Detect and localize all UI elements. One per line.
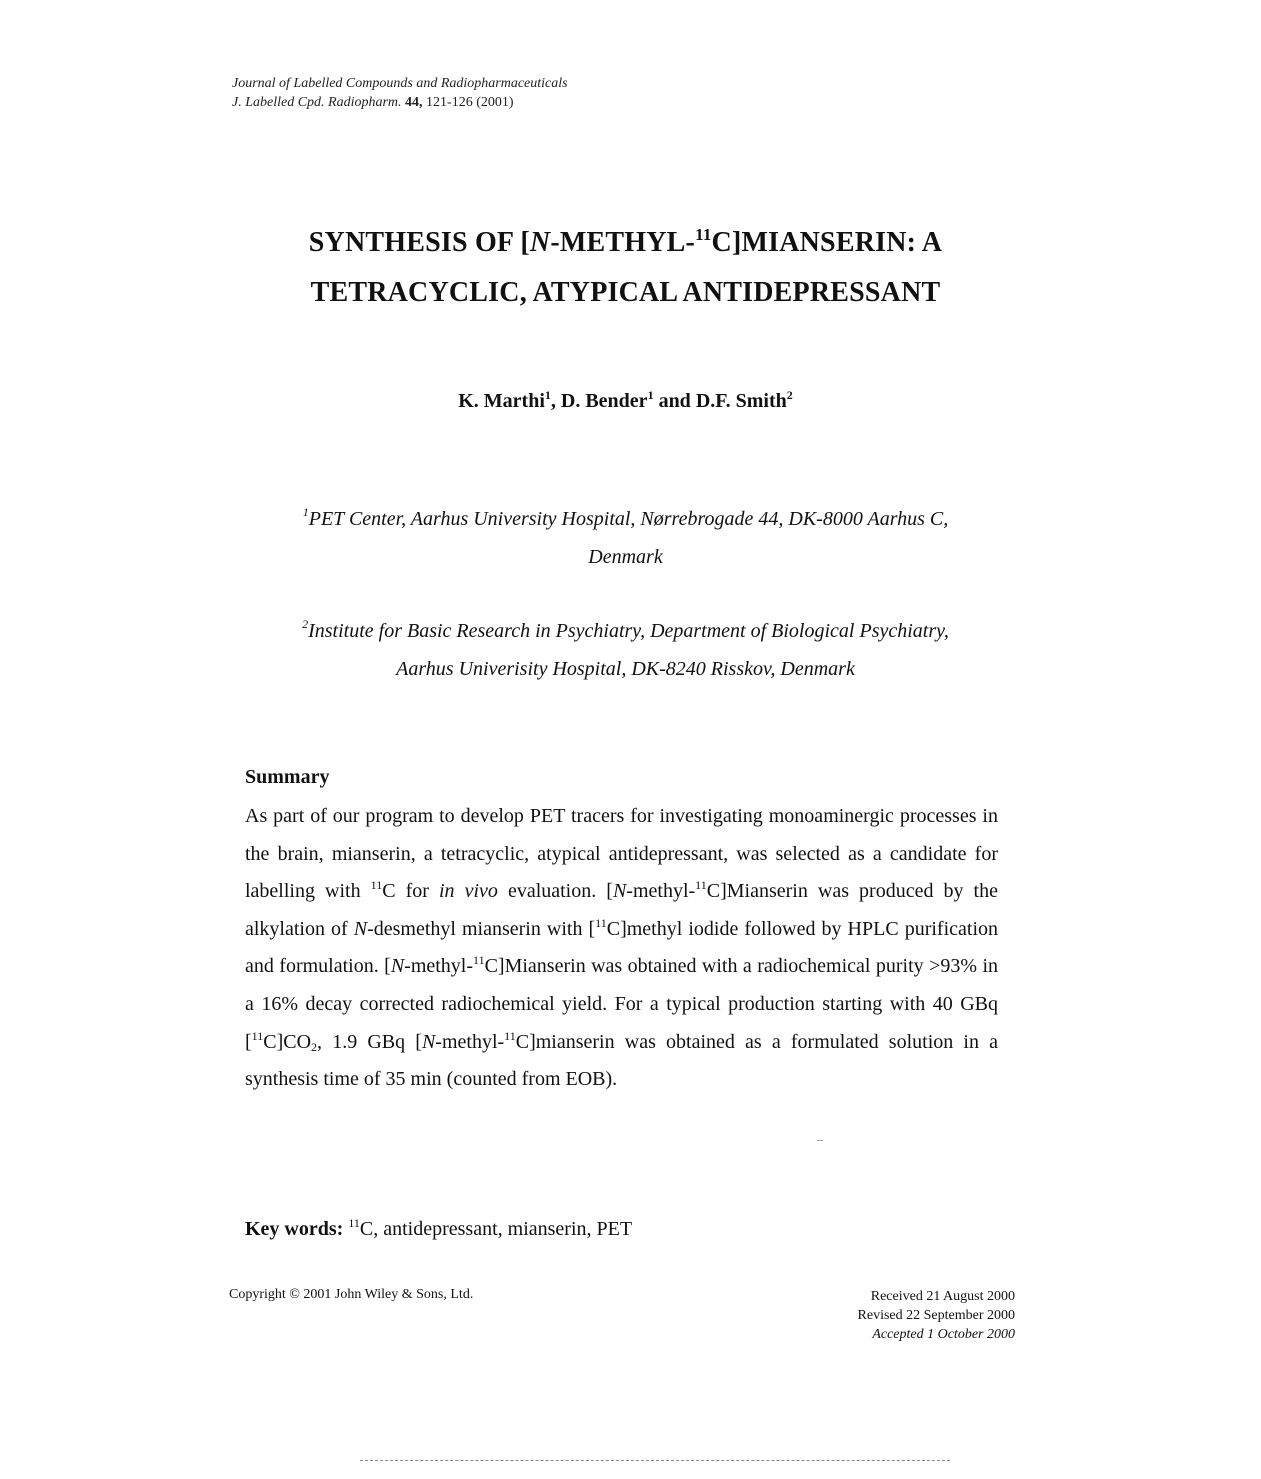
summary-text-segment: 2 (311, 1039, 318, 1054)
affiliation-1 (200, 500, 1051, 576)
affiliation-line: PET Center, Aarhus University Hospital, Nørrebrogade 44, DK-8000 Aarhus C, (308, 508, 949, 530)
summary-text-segment: N (353, 917, 368, 940)
scan-speck (817, 1140, 823, 1141)
author-affiliation-sup: 1 (647, 388, 654, 402)
affiliation-line: Denmark (588, 546, 663, 568)
author-name: D. Bender (560, 390, 648, 412)
journal-abbrev: J. Labelled Cpd. Radiopharm. (232, 95, 402, 110)
keywords-sup: 11 (348, 1216, 360, 1230)
summary-text-segment: 11 (370, 878, 383, 893)
summary-text-segment: C]CO (263, 1030, 312, 1053)
author-separator: and (653, 390, 696, 412)
keywords-label: Key words: (245, 1218, 344, 1240)
summary-text-segment: N (421, 1030, 436, 1053)
affiliation-line: Institute for Basic Research in Psychiatry, Department of Biological Psychiatry, (308, 620, 949, 642)
summary-text-segment: 11 (504, 1028, 516, 1043)
affiliation-2 (200, 612, 1051, 688)
summary-body (245, 798, 998, 1099)
summary-text-segment: -methyl- (435, 1030, 505, 1053)
title-suffix: C]MIANSERIN: A (711, 227, 943, 258)
title-line-1 (160, 218, 1091, 268)
accepted-date: Accepted 1 October 2000 (872, 1327, 1015, 1342)
paper-title (160, 218, 1091, 318)
summary-text-segment: C]Mianserin was obtained with a radiochemical purity >93% in a 16% decay corrected radiochemical yield. For a typical production starting with 40 GBq [ (245, 955, 998, 1053)
summary-text-segment: C for (382, 880, 439, 903)
author-name: K. Marthi (458, 390, 545, 412)
journal-volume: 44, (405, 95, 423, 110)
author-separator: , (550, 390, 561, 412)
title-mid: -METHYL- (550, 227, 696, 258)
journal-citation (232, 93, 568, 112)
affiliation-sup: 1 (302, 505, 309, 519)
author-list (160, 390, 1091, 413)
summary-text-segment: 11 (695, 878, 707, 893)
author-affiliation-sup: 1 (544, 388, 551, 402)
summary-text-segment: , 1.9 GBq [ (317, 1030, 422, 1053)
summary-heading: Summary (245, 766, 330, 788)
affiliation-sup: 2 (302, 617, 309, 631)
summary-text-segment: N (390, 955, 405, 978)
summary-text-segment: C]methyl iodide followed by HPLC purification and formulation. [ (245, 917, 999, 978)
journal-header (232, 74, 568, 112)
journal-pages: 121-126 (2001) (426, 95, 514, 110)
revised-date: Revised 22 September 2000 (857, 1308, 1015, 1323)
summary-text-segment: -desmethyl mianserin with [ (367, 917, 596, 940)
summary-text-segment: N (612, 880, 627, 903)
summary-text-segment: As part of our program to develop PET tracers for investigating monoaminergic processes in the brain, mianserin, a tetracyclic, atypical antidepressant, was selected as a candidate for labelling with (245, 805, 998, 903)
summary-text-segment: 11 (251, 1028, 264, 1043)
title-line-2: TETRACYCLIC, ATYPICAL ANTIDEPRESSANT (310, 277, 941, 308)
received-date: Received 21 August 2000 (870, 1289, 1015, 1304)
copyright-notice: Copyright © 2001 John Wiley & Sons, Ltd. (229, 1287, 474, 1302)
title-isotope-sup: 11 (695, 225, 712, 244)
summary-text-segment: in vivo (438, 880, 498, 903)
summary-text-segment: 11 (473, 953, 485, 968)
summary-text-segment: evaluation. [ (497, 880, 613, 903)
title-n-italic: N (529, 227, 551, 258)
keywords (245, 1218, 632, 1241)
title-prefix: SYNTHESIS OF [ (308, 227, 530, 258)
summary-text-segment: -methyl- (626, 880, 696, 903)
bottom-rule (360, 1460, 950, 1461)
affiliation-line: Aarhus Univerisity Hospital, DK-8240 Risskov, Denmark (396, 658, 855, 680)
summary-text-segment: C]mianserin was obtained as a formulated solution in a synthesis time of 35 min (counted from EOB). (245, 1030, 998, 1091)
keywords-text: C, antidepressant, mianserin, PET (359, 1218, 633, 1240)
summary-text-segment: -methyl- (404, 955, 474, 978)
journal-name: Journal of Labelled Compounds and Radiopharmaceuticals (232, 76, 568, 91)
summary-text-segment: C]Mianserin was produced by the alkylation of (245, 880, 998, 940)
submission-dates (780, 1287, 1015, 1344)
summary-text-segment: 11 (595, 915, 607, 930)
author-name: D.F. Smith (695, 390, 787, 412)
author-affiliation-sup: 2 (786, 388, 793, 402)
